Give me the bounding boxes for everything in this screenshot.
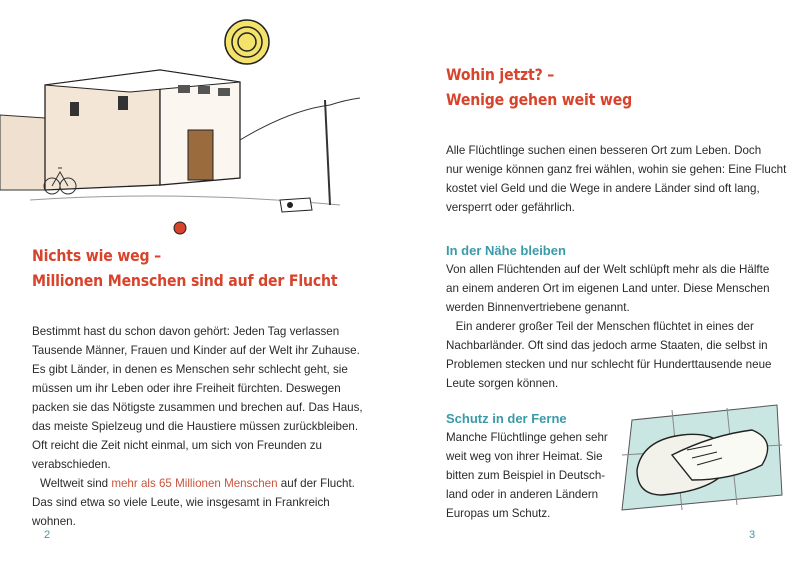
shoes-illustration [612, 400, 787, 520]
right-page-title [446, 62, 632, 112]
highlighted-text: mehr als 65 Millionen Menschen [111, 477, 278, 490]
text-line: Tausende Männer, Frauen und Kinder auf der Welt ihr Zuhause. [32, 344, 360, 357]
text-line: wohnen. [32, 515, 76, 528]
house-illustration [0, 0, 360, 240]
section-heading: Schutz in der Ferne [446, 411, 567, 426]
text-line: land oder in anderen Ländern [446, 488, 599, 501]
right-intro-text [446, 141, 786, 217]
text-line: Europas um Schutz. [446, 507, 551, 520]
text-line: Es gibt Länder, in denen es Menschen sehr schlecht geht, sie [32, 363, 348, 376]
page-number-left: 2 [44, 529, 51, 541]
section-far [446, 409, 608, 523]
text-line: Leute sorgen können. [446, 377, 559, 390]
text-line: Alle Flüchtlinge suchen einen besseren Ort zum Leben. Doch [446, 144, 762, 157]
text-line: an einem anderen Ort im eigenen Land unter. Diese Menschen [446, 282, 770, 295]
text-span: auf der Flucht. [277, 477, 355, 490]
text-line: Problemen stecken und nur schlecht für Hunderttausende neue [446, 358, 772, 371]
text-line: Das sind etwa so viele Leute, wie insgesamt in Frankreich [32, 496, 330, 509]
text-line: Bestimmt hast du schon davon gehört: Jeden Tag verlassen [32, 325, 340, 338]
left-body-text [32, 322, 363, 531]
title-line: Nichts wie weg – [32, 246, 162, 265]
title-line: Millionen Menschen sind auf der Flucht [32, 271, 338, 290]
text-line: Nachbarländer. Oft sind das jedoch arme Staaten, die selbst in [446, 339, 768, 352]
text-line: weit weg von ihrer Heimat. Sie [446, 450, 603, 463]
text-line: versperrt oder gefährlich. [446, 201, 575, 214]
text-line: packen sie das Nötigste zusammen und brechen auf. Das Haus, [32, 401, 363, 414]
section-heading: In der Nähe bleiben [446, 243, 566, 258]
sun-icon [225, 20, 269, 64]
title-line: Wenige gehen weit weg [446, 90, 633, 109]
text-span: Weltweit sind [40, 477, 112, 490]
text-line [32, 474, 363, 493]
title-line: Wohin jetzt? – [446, 65, 555, 84]
text-line: Manche Flüchtlinge gehen sehr [446, 431, 608, 444]
text-line: nur wenige können ganz frei wählen, wohin sie gehen: Eine Flucht [446, 163, 787, 176]
text-line: werden Binnenvertriebene genannt. [446, 301, 630, 314]
text-line: Von allen Flüchtenden auf der Welt schlüpft mehr als die Hälfte [446, 263, 770, 276]
text-line: müssen um ihr Leben oder ihre Freiheit fürchten. Deswegen [32, 382, 341, 395]
page-number-right: 3 [749, 529, 756, 541]
text-line: verabschieden. [32, 458, 111, 471]
text-line: kostet viel Geld und die Wege in andere Länder sind oft lang, [446, 182, 760, 195]
text-line: Oft reicht die Zeit nicht einmal, um sich von Freunden zu [32, 439, 322, 452]
text-line: Ein anderer großer Teil der Menschen flüchtet in eines der [446, 320, 754, 333]
left-page-title [32, 243, 337, 293]
text-line: das meiste Spielzeug und die Haustiere müssen zurückbleiben. [32, 420, 359, 433]
text-line: bitten zum Beispiel in Deutsch- [446, 469, 606, 482]
section-near [446, 241, 771, 393]
